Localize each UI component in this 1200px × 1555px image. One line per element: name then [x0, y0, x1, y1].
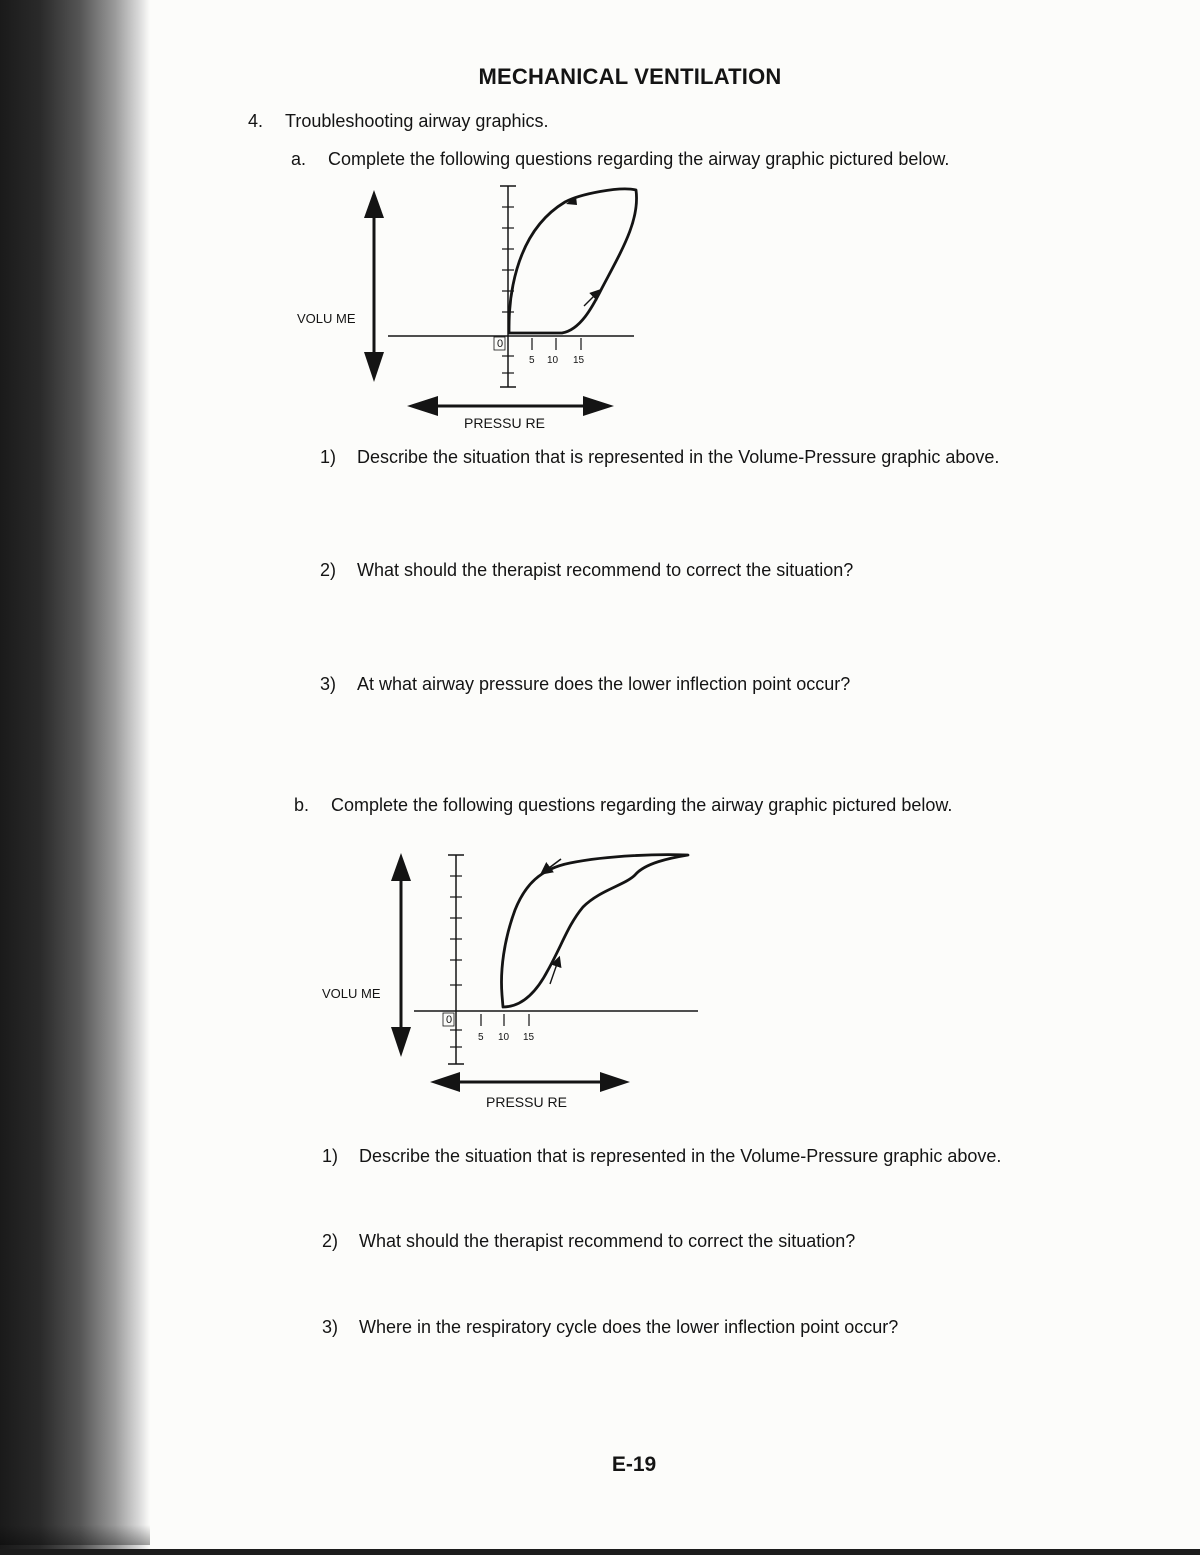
volume-label: VOLU ME: [322, 986, 381, 1001]
part-b-q1-number: 1): [322, 1146, 339, 1166]
pressure-tick-10: 10: [547, 355, 559, 366]
zero-label: 0: [446, 1014, 453, 1026]
part-a-letter: a.: [291, 149, 307, 169]
page-number: E-19: [611, 1453, 657, 1476]
page-bottom-edge: [0, 1549, 1200, 1555]
volume-double-arrow: [391, 853, 411, 1057]
pressure-tick-5: 5: [478, 1032, 484, 1043]
pressure-ticks: [481, 1014, 529, 1026]
part-b-q3-text: Where in the respiratory cycle does the lower inflection point occur?: [359, 1317, 899, 1337]
part-a-q2-text: What should the therapist recommend to correct the situation?: [357, 560, 854, 580]
volume-double-arrow: [364, 190, 384, 382]
part-a-q3-number: 3): [320, 674, 337, 694]
pressure-tick-15: 15: [573, 355, 585, 366]
zero-label: 0: [497, 338, 504, 350]
part-a-q3-text: At what airway pressure does the lower inflection point occur?: [357, 674, 851, 694]
volume-pressure-graphic-b: [300, 845, 720, 1120]
question-text: Troubleshooting airway graphics.: [285, 111, 549, 131]
part-b-q3-number: 3): [322, 1317, 339, 1337]
pressure-volume-loop: [509, 189, 637, 333]
part-a-q2-number: 2): [320, 560, 337, 580]
book-binding-shadow: [0, 0, 150, 1555]
volume-label: VOLU ME: [297, 311, 356, 326]
part-b-instructions: Complete the following questions regarding the airway graphic pictured below.: [331, 795, 953, 815]
page-title: MECHANICAL VENTILATION: [478, 64, 782, 89]
pressure-tick-5: 5: [529, 355, 535, 366]
binding-corner-shadow: [0, 1525, 150, 1545]
pressure-volume-loop: [502, 855, 688, 1007]
part-b-q2-text: What should the therapist recommend to correct the situation?: [359, 1231, 856, 1251]
part-a-q1-text: Describe the situation that is represented in the Volume-Pressure graphic above.: [357, 447, 1000, 467]
part-a-instructions: Complete the following questions regarding the airway graphic pictured below.: [328, 149, 950, 169]
pressure-ticks: [532, 338, 581, 350]
volume-pressure-graphic-a: [280, 180, 700, 440]
pressure-tick-10: 10: [498, 1032, 510, 1043]
part-a-q1-number: 1): [320, 447, 337, 467]
volume-axis: [448, 855, 464, 1064]
part-b-q1-text: Describe the situation that is represented in the Volume-Pressure graphic above.: [359, 1146, 1002, 1166]
question-number: 4.: [248, 111, 264, 131]
pressure-double-arrow: [407, 396, 614, 416]
part-b-letter: b.: [294, 795, 310, 815]
part-b-q2-number: 2): [322, 1231, 339, 1251]
pressure-label: PRESSU RE: [486, 1094, 567, 1110]
pressure-label: PRESSU RE: [464, 415, 545, 431]
pressure-tick-15: 15: [523, 1032, 535, 1043]
pressure-double-arrow: [430, 1072, 630, 1092]
